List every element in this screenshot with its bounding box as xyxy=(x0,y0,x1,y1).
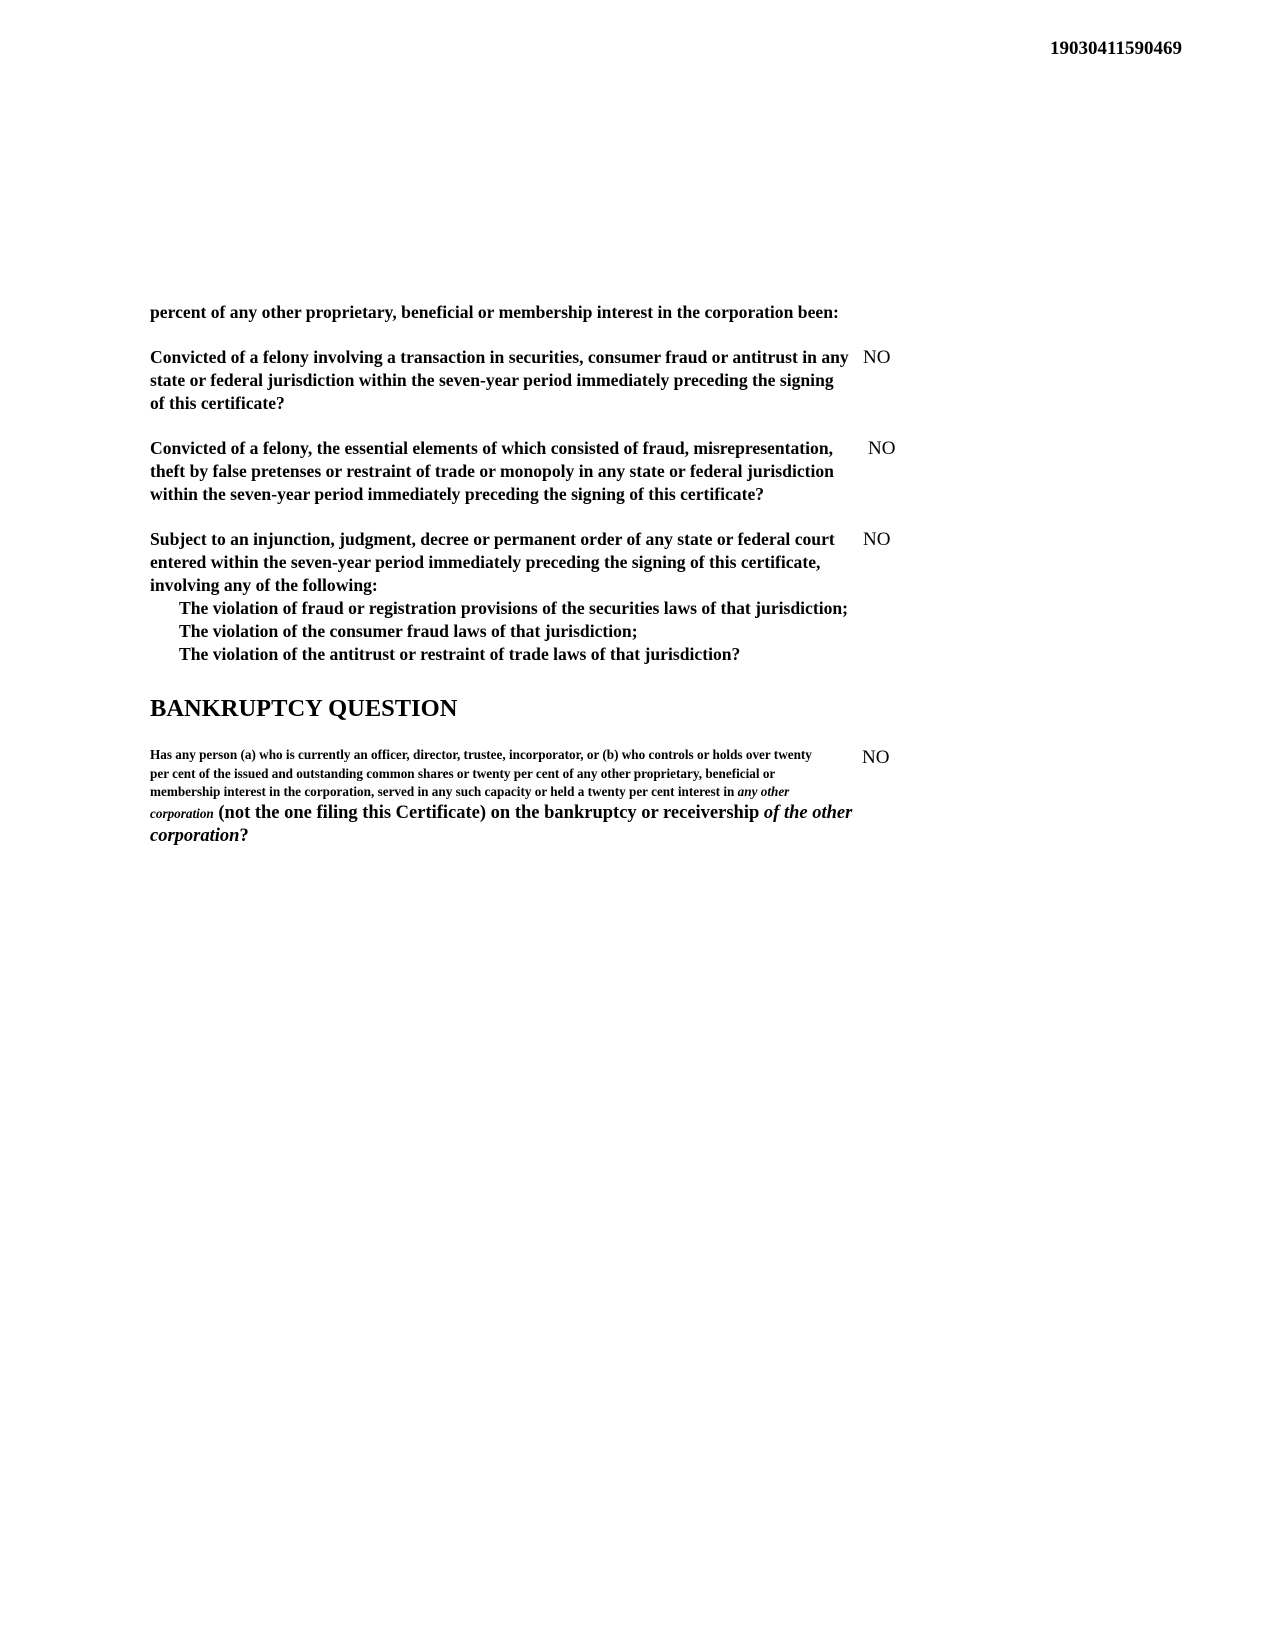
question-felony-securities xyxy=(150,346,1030,415)
question-line: Convicted of a felony involving a transaction in securities, consumer fraud or antitrust in any xyxy=(150,347,849,367)
italic-text: corporation xyxy=(150,805,214,821)
question-felony-fraud xyxy=(150,437,1030,506)
answer-value: NO xyxy=(862,747,890,768)
question-line: theft by false pretenses or restraint of trade or monopoly in any state or federal jurisdiction xyxy=(150,461,834,481)
question-line: Subject to an injunction, judgment, decree or permanent order of any state or federal court xyxy=(150,529,835,549)
question-text xyxy=(150,746,910,848)
italic-text: any other xyxy=(737,784,790,799)
question-line: entered within the seven-year period immediately preceding the signing of this certificate, xyxy=(150,552,821,572)
italic-text: corporation xyxy=(150,825,240,846)
question-line: involving any of the following: xyxy=(150,575,378,595)
question-line xyxy=(150,825,910,848)
bankruptcy-heading: BANKRUPTCY QUESTION xyxy=(150,695,458,722)
answer-value: NO xyxy=(868,438,896,459)
question-bankruptcy xyxy=(150,746,1030,848)
intro-text: percent of any other proprietary, beneficial or membership interest in the corporation been: xyxy=(150,302,839,322)
answer-value: NO xyxy=(863,347,891,368)
italic-text: of the other xyxy=(763,802,853,823)
question-text xyxy=(150,528,900,666)
question-line xyxy=(150,802,910,825)
question-line: of this certificate? xyxy=(150,393,285,413)
question-end: ? xyxy=(239,825,249,846)
question-text xyxy=(150,437,900,506)
sub-item: The violation of fraud or registration provisions of the securities laws of that jurisdiction; xyxy=(179,598,849,618)
sub-item: The violation of the consumer fraud laws of that jurisdiction; xyxy=(179,621,638,641)
document-id: 19030411590469 xyxy=(1050,38,1182,59)
question-text-span: (not the one filing this Certificate) on the bankruptcy or receivership xyxy=(213,802,764,823)
question-line: Convicted of a felony, the essential elements of which consisted of fraud, misrepresentation, xyxy=(150,438,834,458)
question-text-span: membership interest in the corporation, served in any such capacity or held a twenty per cent interest in xyxy=(150,784,738,799)
question-line: per cent of the issued and outstanding common shares or twenty per cent of any other proprietary, beneficial or xyxy=(150,765,776,781)
question-injunction xyxy=(150,528,1030,666)
answer-value: NO xyxy=(863,529,891,550)
certificate-body xyxy=(150,301,1030,848)
question-line: within the seven-year period immediately preceding the signing of this certificate? xyxy=(150,484,765,504)
sub-item: The violation of the antitrust or restraint of trade laws of that jurisdiction? xyxy=(179,644,741,664)
question-line: state or federal jurisdiction within the seven-year period immediately preceding the signing xyxy=(150,370,834,390)
question-text xyxy=(150,346,900,415)
question-line xyxy=(150,783,910,802)
question-line: Has any person (a) who is currently an officer, director, trustee, incorporator, or (b) who controls or holds over twenty xyxy=(150,747,812,762)
